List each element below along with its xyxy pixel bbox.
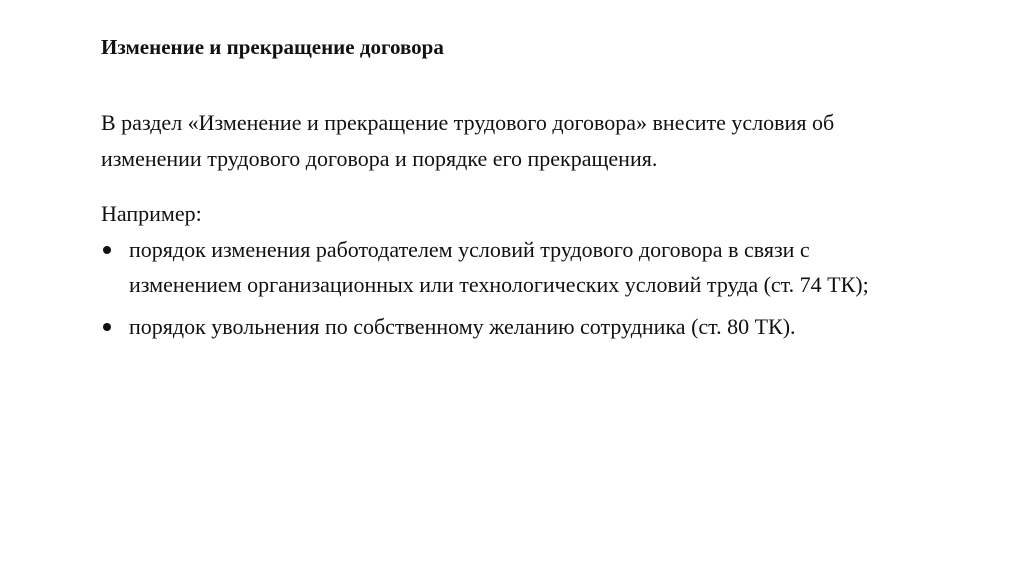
document-body [101, 34, 901, 344]
list-item [101, 232, 901, 302]
list-item-text: порядок изменения работодателем условий трудового договора в связи с изменением организационных или технологических условий труда (ст. 74 ТК); [129, 237, 869, 297]
bullet-list [101, 232, 901, 344]
bullet-icon [103, 246, 111, 254]
example-label: Например: [101, 201, 202, 226]
list-item [101, 309, 901, 344]
intro-paragraph: В раздел «Изменение и прекращение трудового договора» внесите условия об изменении трудового договора и порядке его прекращения. [101, 110, 835, 171]
section-heading: Изменение и прекращение договора [101, 35, 444, 59]
list-item-text: порядок увольнения по собственному желанию сотрудника (ст. 80 ТК). [129, 314, 796, 339]
bullet-icon [103, 323, 111, 331]
